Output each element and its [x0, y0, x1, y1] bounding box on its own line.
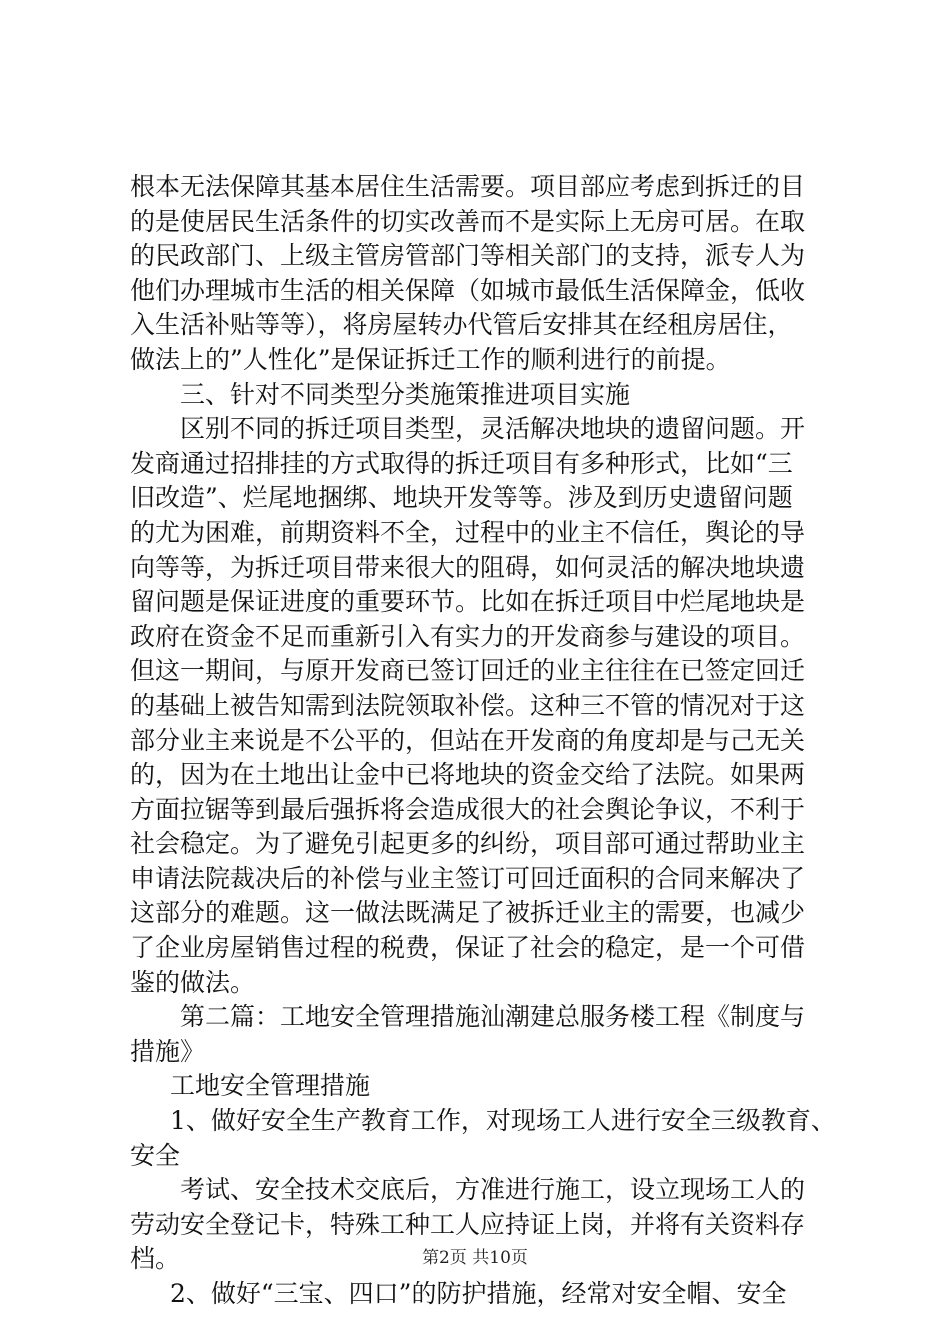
text-line: 部分业主来说是不公平的，但站在开发商的角度却是与己无关 — [130, 725, 806, 755]
text-line: 的，因为在土地出让金中已将地块的资金交给了法院。如果两 — [130, 760, 806, 790]
chapter-heading: 第二篇：工地安全管理措施汕潮建总服务楼工程《制度与 — [180, 1002, 806, 1032]
text-line: 这部分的难题。这一做法既满足了被拆迁业主的需要，也减少 — [130, 898, 806, 928]
text-line: 留问题是保证进度的重要环节。比如在拆迁项目中烂尾地块是 — [130, 587, 806, 617]
text-line: 向等等，为拆迁项目带来很大的阻碍，如何灵活的解决地块遗 — [130, 552, 806, 582]
text-line: 档。 — [130, 1244, 181, 1274]
text-line: 劳动安全登记卡，特殊工种工人应持证上岗，并将有关资料存 — [130, 1209, 806, 1239]
text-line: 区别不同的拆迁项目类型，灵活解决地块的遗留问题。开 — [180, 414, 806, 444]
text-line: 根本无法保障其基本居住生活需要。项目部应考虑到拆迁的目 — [130, 172, 806, 201]
section-heading: 工地安全管理措施 — [170, 1071, 371, 1101]
text-line: 鉴的做法。 — [130, 967, 256, 997]
list-item: 2、做好“三宝、四口”的防护措施，经常对安全帽、安全 — [170, 1279, 787, 1308]
body-text — [130, 170, 836, 1312]
text-line: 安全 — [130, 1140, 181, 1170]
text-line: 方面拉锯等到最后强拆将会造成很大的社会舆论争议，不利于 — [130, 794, 806, 824]
text-line: 申请法院裁决后的补偿与业主签订可回迁面积的合同来解决了 — [130, 863, 806, 893]
page-number: 第2页 共10页 — [422, 1248, 528, 1268]
text-line: 做法上的”人性化”是保证拆迁工作的顺利进行的前提。 — [130, 344, 731, 374]
text-line: 发商通过招排挂的方式取得的拆迁项目有多种形式，比如“三 — [130, 448, 793, 478]
text-line: 社会稳定。为了避免引起更多的纠纷，项目部可通过帮助业主 — [130, 829, 806, 859]
text-line: 的是使居民生活条件的切实改善而不是实际上无房可居。在取 — [130, 206, 806, 236]
text-line: 考试、安全技术交底后，方准进行施工，设立现场工人的 — [180, 1175, 806, 1205]
text-line: 的民政部门、上级主管房管部门等相关部门的支持，派专人为 — [130, 241, 806, 271]
text-line: 的基础上被告知需到法院领取补偿。这种三不管的情况对于这 — [130, 690, 806, 720]
text-line: 政府在资金不足而重新引入有实力的开发商参与建设的项目。 — [130, 621, 806, 651]
list-item: 1、做好安全生产教育工作，对现场工人进行安全三级教育、 — [170, 1106, 836, 1136]
text-line: 旧改造”、烂尾地捆绑、地块开发等等。涉及到历史遗留问题 — [130, 483, 793, 513]
text-line: 了企业房屋销售过程的税费，保证了社会的稳定，是一个可借 — [130, 933, 806, 963]
text-line: 但这一期间，与原开发商已签订回迁的业主往往在已签定回迁 — [130, 656, 806, 686]
text-line: 入生活补贴等等），将房屋转办代管后安排其在经租房居住， — [130, 310, 793, 340]
text-line: 他们办理城市生活的相关保障（如城市最低生活保障金，低收 — [130, 275, 806, 305]
chapter-heading-cont: 措施》 — [130, 1036, 206, 1066]
text-line: 的尤为困难，前期资料不全，过程中的业主不信任，舆论的导 — [130, 517, 806, 547]
section-heading: 三、针对不同类型分类施策推进项目实施 — [180, 379, 631, 409]
